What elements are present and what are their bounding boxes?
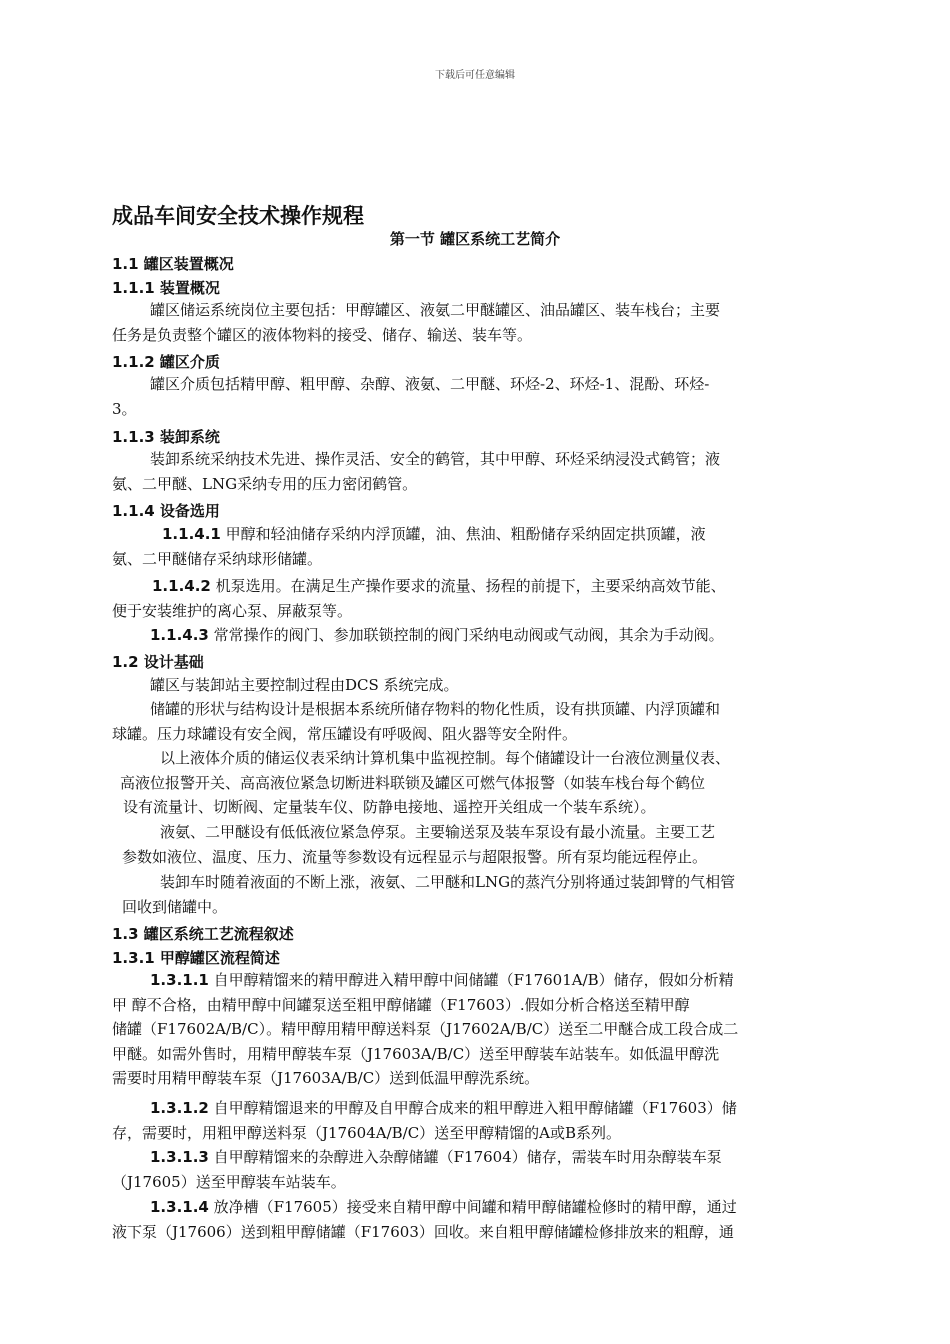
clause-number: 1.1.4.2 bbox=[152, 577, 211, 595]
section-title: 第一节 罐区系统工艺简介 bbox=[389, 230, 561, 248]
text-line: 需要时用精甲醇装车泵（J17603A/B/C）送到低温甲醇洗系统。 bbox=[112, 1069, 540, 1087]
heading-1-3-1: 1.3.1 甲醇罐区流程简述 bbox=[112, 949, 280, 967]
heading-1-2: 1.2 设计基础 bbox=[112, 653, 204, 671]
text-line: 罐区储运系统岗位主要包括：甲醇罐区、液氨二甲醚罐区、油品罐区、装车栈台；主要 bbox=[150, 301, 721, 319]
text-line: 存，需要时，用粗甲醇送料泵（J17604A/B/C）送至甲醇精馏的A或B系列。 bbox=[112, 1123, 622, 1142]
heading-1-3: 1.3 罐区系统工艺流程叙述 bbox=[112, 925, 294, 943]
text-line: 储罐的形状与结构设计是根据本系统所储存物料的物化性质，设有拱顶罐、内浮顶罐和 bbox=[150, 700, 721, 718]
document-title: 成品车间安全技术操作规程 bbox=[112, 204, 364, 228]
text-line: 设有流量计、切断阀、定量装车仪、防静电接地、遥控开关组成一个装车系统）。 bbox=[123, 798, 656, 816]
text-line: 罐区与装卸站主要控制过程由DCS 系统完成。 bbox=[150, 676, 459, 694]
text-line: 装卸车时随着液面的不断上涨，液氨、二甲醚和LNG的蒸汽分别将通过装卸臂的气相管 bbox=[160, 873, 736, 891]
clause-number: 1.1.4.1 bbox=[162, 525, 221, 543]
paragraph-1-1-2 bbox=[112, 372, 709, 421]
paragraph-1-3-1-4 bbox=[112, 1195, 737, 1244]
text-line: 任务是负责整个罐区的液体物料的接受、储存、输送、装车等。 bbox=[112, 325, 533, 344]
text-line: 以上液体介质的储运仪表采纳计算机集中监视控制。每个储罐设计一台液位测量仪表、 bbox=[160, 749, 731, 767]
text-line: 3。 bbox=[112, 399, 137, 418]
paragraph-1-3-1-2 bbox=[112, 1096, 737, 1145]
text-line: 自甲醇精馏来的杂醇进入杂醇储罐（F17604）储存，需装车时用杂醇装车泵 bbox=[208, 1148, 722, 1166]
paragraph-1-3-1-3 bbox=[112, 1145, 722, 1194]
text-line: 自甲醇精馏来的精甲醇进入精甲醇中间储罐（F17601A/B）储存，假如分析精 bbox=[208, 971, 734, 989]
text-line: 罐区介质包括精甲醇、粗甲醇、杂醇、液氨、二甲醚、环烃-2、环烃-1、混酚、环烃- bbox=[150, 375, 710, 393]
text-line: 参数如液位、温度、压力、流量等参数设有远程显示与超限报警。所有泵均能远程停止。 bbox=[122, 847, 708, 866]
text-line: 甲醚。如需外售时，用精甲醇装车泵（J17603A/B/C）送至甲醇装车站装车。如低温甲醇洗 bbox=[112, 1044, 720, 1063]
text-line: 高液位报警开关、高高液位紧急切断进料联锁及罐区可燃气体报警（如装车栈台每个鹤位 bbox=[120, 773, 706, 792]
text-line: 液氨、二甲醚设有低低液位紧急停泵。主要输送泵及装车泵设有最小流量。主要工艺 bbox=[160, 823, 716, 841]
text-line: 液下泵（J17606）送到粗甲醇储罐（F17603）回收。来自粗甲醇储罐检修排放来的粗醇，通 bbox=[112, 1222, 734, 1241]
clause-number: 1.1.4.3 bbox=[150, 626, 209, 644]
text-line: 氨、二甲醚储存采纳球形储罐。 bbox=[112, 549, 323, 568]
heading-1-1-3: 1.1.3 装卸系统 bbox=[112, 428, 220, 446]
paragraph-1-2-d bbox=[122, 820, 715, 869]
header-note: 下载后可任意编辑 bbox=[435, 70, 515, 81]
paragraph-1-2-a bbox=[112, 673, 459, 698]
paragraph-1-1-3 bbox=[112, 447, 720, 496]
paragraph-1-1-4-3 bbox=[112, 623, 724, 648]
text-line: 甲醇和轻油储存采纳内浮顶罐，油、焦油、粗酚储存采纳固定拱顶罐，液 bbox=[220, 525, 706, 543]
clause-number: 1.3.1.2 bbox=[150, 1099, 209, 1117]
text-line: 自甲醇精馏退来的甲醇及自甲醇合成来的粗甲醇进入粗甲醇储罐（F17603）储 bbox=[208, 1099, 737, 1117]
clause-number: 1.3.1.1 bbox=[150, 971, 209, 989]
paragraph-1-3-1-1 bbox=[112, 968, 738, 1091]
paragraph-1-2-e bbox=[122, 870, 735, 919]
text-line: 放净槽（F17605）接受来自精甲醇中间罐和精甲醇储罐检修时的精甲醇，通过 bbox=[208, 1198, 737, 1216]
heading-1-1: 1.1 罐区装置概况 bbox=[112, 255, 234, 273]
clause-number: 1.3.1.4 bbox=[150, 1198, 209, 1216]
heading-1-1-1: 1.1.1 装置概况 bbox=[112, 279, 220, 297]
paragraph-1-2-c bbox=[120, 746, 730, 820]
text-line: 球罐。压力球罐设有安全阀，常压罐设有呼吸阀、阻火器等安全附件。 bbox=[112, 724, 578, 743]
heading-1-1-4: 1.1.4 设备选用 bbox=[112, 502, 220, 520]
text-line: 常常操作的阀门、参加联锁控制的阀门采纳电动阀或气动阀，其余为手动阀。 bbox=[208, 626, 724, 644]
text-line: 储罐（F17602A/B/C）。精甲醇用精甲醇送料泵（J17602A/B/C）送至二甲醚合成工段合成二 bbox=[112, 1020, 739, 1038]
paragraph-1-1-4-1 bbox=[112, 522, 706, 571]
text-line: 回收到储罐中。 bbox=[122, 897, 228, 916]
heading-1-1-2: 1.1.2 罐区介质 bbox=[112, 353, 220, 371]
paragraph-1-1-1 bbox=[112, 298, 720, 347]
clause-number: 1.3.1.3 bbox=[150, 1148, 209, 1166]
paragraph-1-2-b bbox=[112, 697, 720, 746]
text-line: 装卸系统采纳技术先进、操作灵活、安全的鹤管，其中甲醇、环烃采纳浸没式鹤管；液 bbox=[150, 450, 721, 468]
paragraph-1-1-4-2 bbox=[112, 574, 726, 623]
text-line: （J17605）送至甲醇装车站装车。 bbox=[112, 1172, 346, 1191]
text-line: 氨、二甲醚、LNG采纳专用的压力密闭鹤管。 bbox=[112, 474, 418, 493]
text-line: 甲 醇不合格，由精甲醇中间罐泵送至粗甲醇储罐（F17603）.假如分析合格送至精甲醇 bbox=[112, 995, 690, 1014]
text-line: 机泵选用。在满足生产操作要求的流量、扬程的前提下，主要采纳高效节能、 bbox=[210, 577, 726, 595]
text-line: 便于安装维护的离心泵、屏蔽泵等。 bbox=[112, 601, 353, 620]
